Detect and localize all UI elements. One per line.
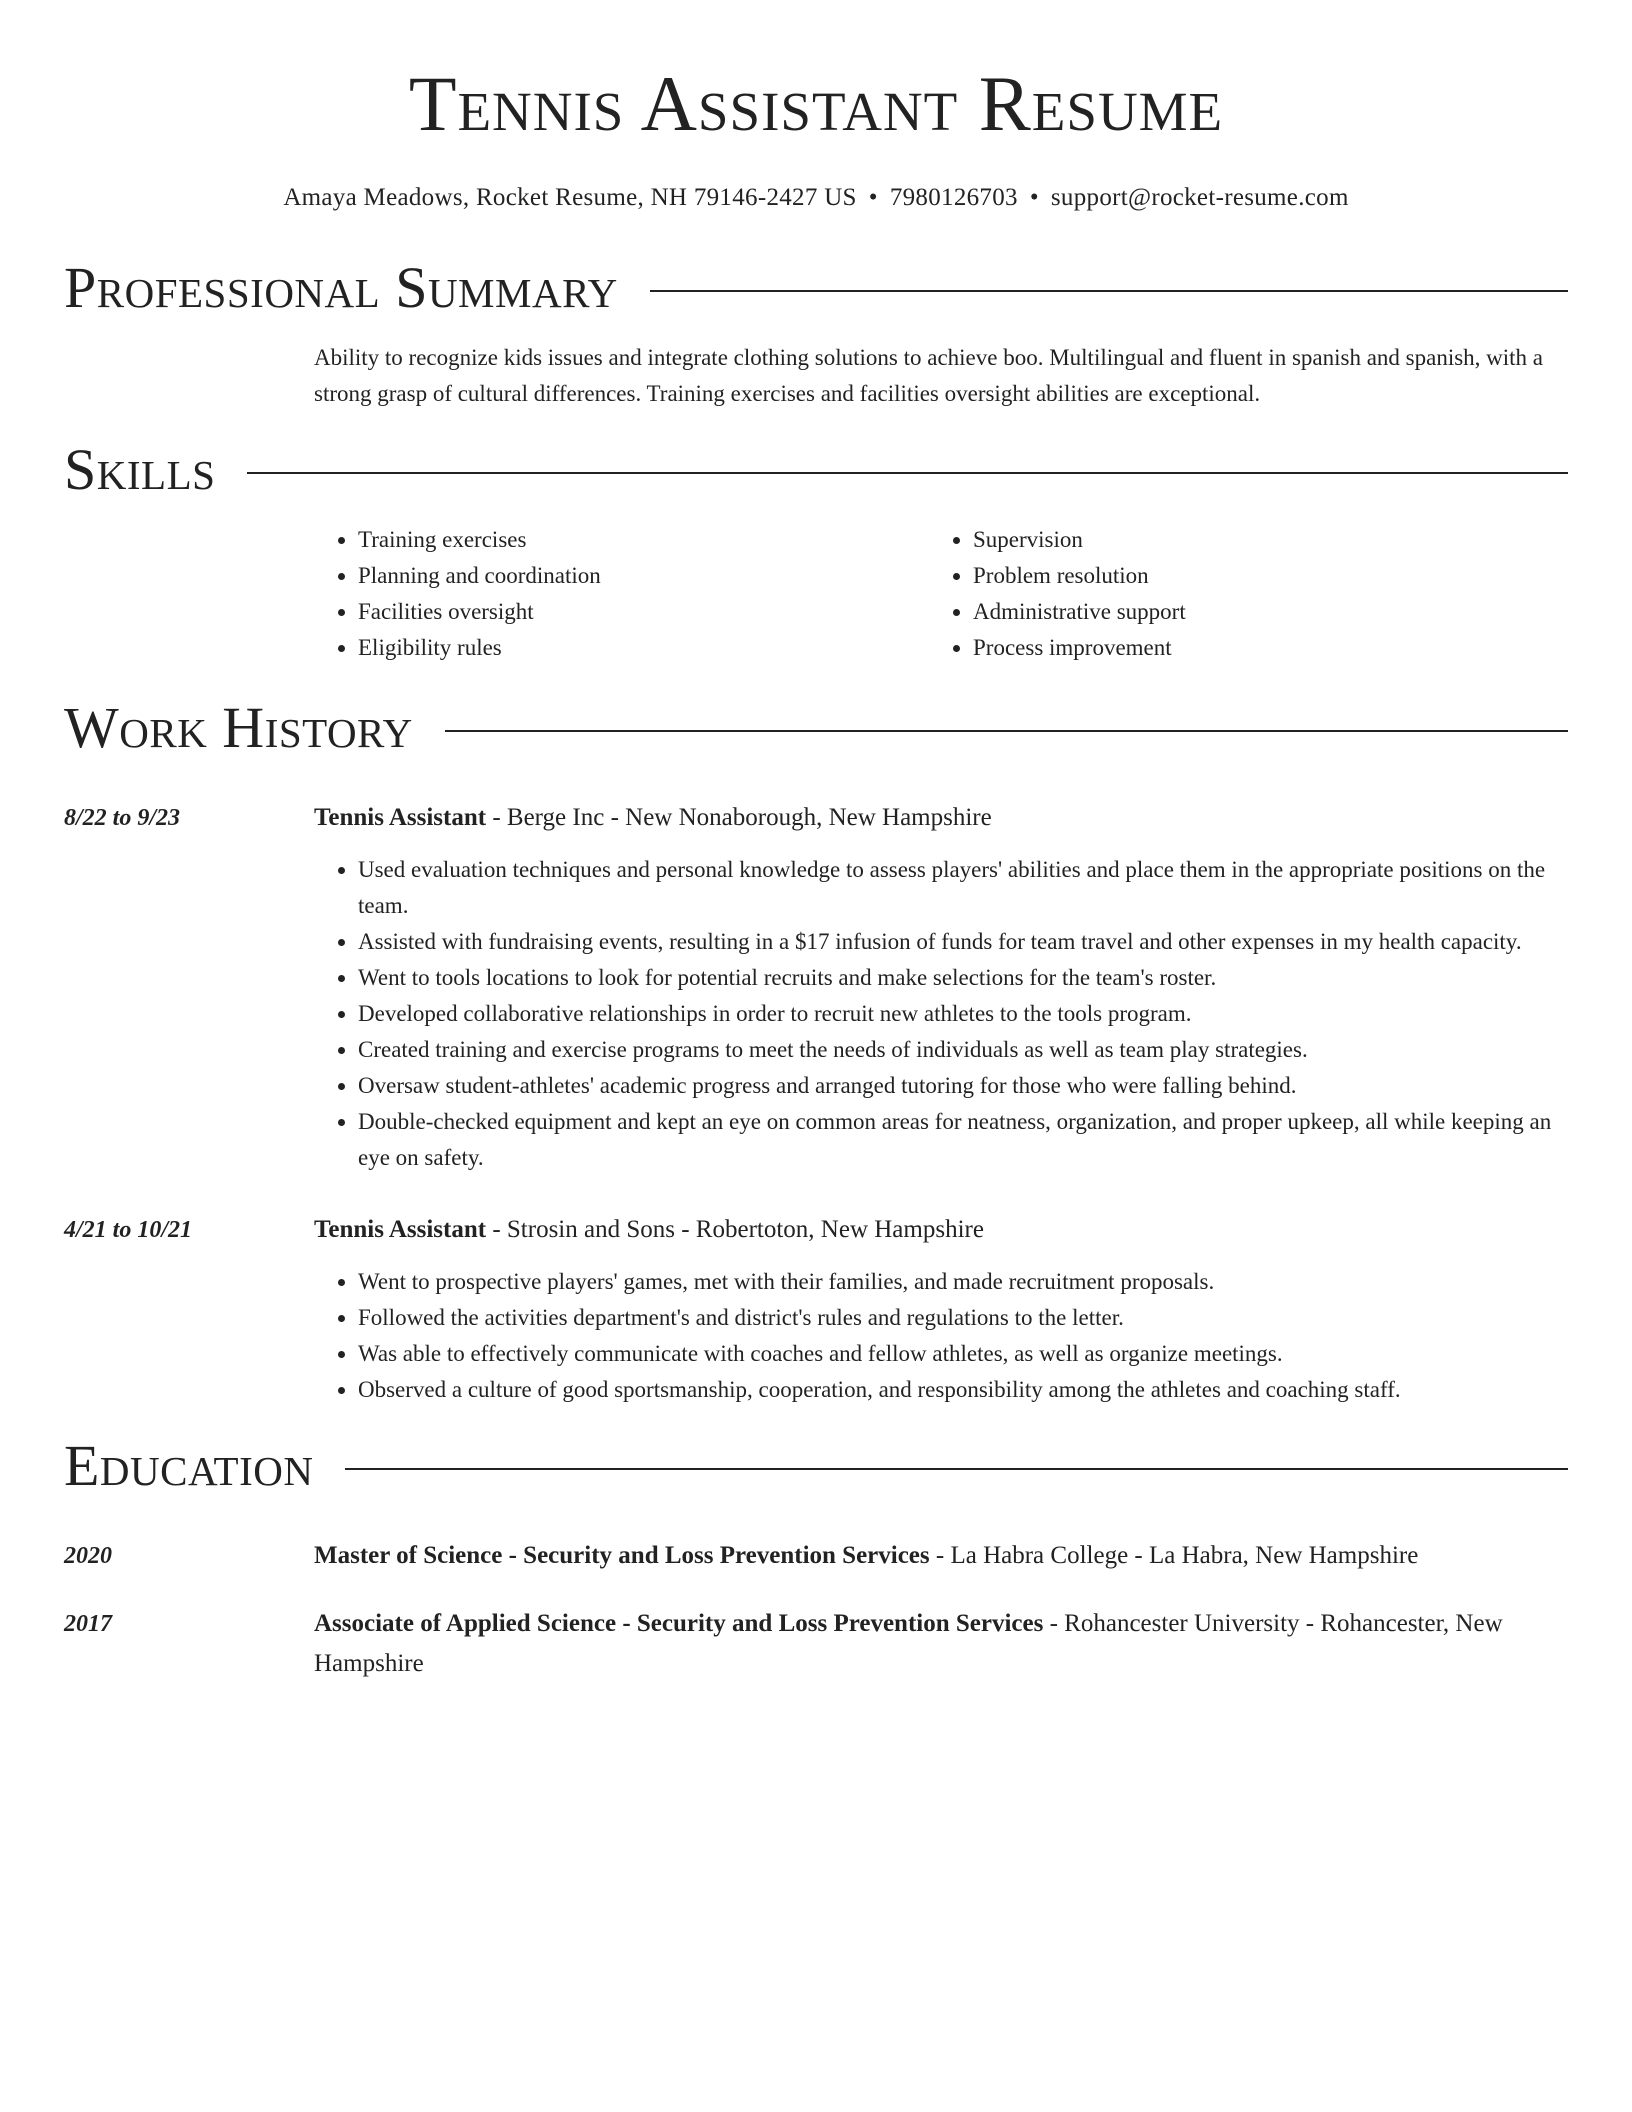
education-heading: Education — [64, 1433, 314, 1498]
section-divider — [247, 472, 1568, 474]
job-bullet: • Observed a culture of good sportsmanship, cooperation, and responsibility among the athletes and coaching staff. — [358, 1372, 1568, 1408]
section-divider — [650, 290, 1568, 292]
skill-item: • Facilities oversight — [358, 594, 929, 630]
skill-item: • Training exercises — [358, 522, 929, 558]
job-bullet: • Was able to effectively communicate with coaches and fellow athletes, as well as organize meetings. — [358, 1336, 1568, 1372]
education-degree: Master of Science - Security and Loss Prevention Services — [314, 1542, 930, 1569]
contact-line — [64, 184, 1568, 212]
summary-text: Ability to recognize kids issues and integrate clothing solutions to achieve boo. Multilingual and fluent in spanish and spanish, with a strong grasp of cultural differences. Training exercises and facilities oversight abilities are exceptional. — [314, 345, 1544, 406]
education-degree: Associate of Applied Science - Security and Loss Prevention Services — [314, 1610, 1044, 1637]
skills-column-left — [314, 522, 929, 666]
work-section-header — [64, 696, 1568, 760]
job-bullet: • Assisted with fundraising events, resulting in a $17 infusion of funds for team travel and other expenses in my health capacity. — [358, 924, 1568, 960]
education-entry — [64, 1536, 1568, 1576]
skill-item: • Administrative support — [973, 594, 1544, 630]
summary-section-header — [64, 256, 1568, 320]
job-bullets — [314, 852, 1568, 1176]
skill-item: • Eligibility rules — [358, 630, 929, 666]
resume-title: Tennis Assistant Resume — [408, 60, 1224, 147]
education-line — [314, 1604, 1568, 1684]
skill-item: • Process improvement — [973, 630, 1544, 666]
job-title-line — [314, 1210, 1568, 1250]
contact-separator: • — [1029, 184, 1039, 211]
job-bullet: • Went to prospective players' games, met with their families, and made recruitment proposals. — [358, 1264, 1568, 1300]
education-year: 2017 — [64, 1611, 112, 1637]
job-bullet: • Followed the activities department's and district's rules and regulations to the letter. — [358, 1300, 1568, 1336]
job-bullet: • Double-checked equipment and kept an eye on common areas for neatness, organization, and proper upkeep, all while keeping an eye on safety. — [358, 1104, 1568, 1176]
skill-item: • Problem resolution — [973, 558, 1544, 594]
job-bullet: • Used evaluation techniques and personal knowledge to assess players' abilities and place them in the appropriate positions on the team. — [358, 852, 1568, 924]
section-divider — [445, 730, 1568, 732]
skill-item: • Planning and coordination — [358, 558, 929, 594]
education-school: - La Habra College - La Habra, New Hampshire — [929, 1542, 1419, 1569]
contact-phone: 7980126703 — [889, 184, 1018, 211]
section-divider — [345, 1468, 1568, 1470]
skills-heading: Skills — [64, 437, 216, 502]
job-employer: - Berge Inc - New Nonaborough, New Hampshire — [486, 804, 992, 831]
skills-list — [314, 522, 1568, 666]
job-bullet: • Oversaw student-athletes' academic progress and arranged tutoring for those who were falling behind. — [358, 1068, 1568, 1104]
contact-separator: • — [868, 184, 878, 211]
job-title-line — [314, 798, 1568, 838]
job-role: Tennis Assistant — [314, 804, 487, 831]
skills-column-right — [929, 522, 1544, 666]
job-dates: 4/21 to 10/21 — [64, 1217, 193, 1243]
job-role: Tennis Assistant — [314, 1216, 487, 1243]
education-school: - Rohancester University - Rohancester, New Hampshire — [314, 1610, 1503, 1677]
education-year: 2020 — [64, 1543, 112, 1569]
education-line — [314, 1536, 1568, 1576]
job-bullet: • Went to tools locations to look for potential recruits and make selections for the team's roster. — [358, 960, 1568, 996]
job-bullets — [314, 1264, 1568, 1408]
summary-heading: Professional Summary — [64, 255, 618, 320]
contact-address: Amaya Meadows, Rocket Resume, NH 79146-2427 US — [283, 184, 857, 211]
skill-item: • Supervision — [973, 522, 1544, 558]
job-bullet: • Developed collaborative relationships in order to recruit new athletes to the tools program. — [358, 996, 1568, 1032]
work-heading: Work History — [64, 695, 413, 760]
contact-email: support@rocket-resume.com — [1050, 184, 1349, 211]
skills-section-header — [64, 438, 1568, 502]
job-dates: 8/22 to 9/23 — [64, 805, 181, 831]
education-entry — [64, 1604, 1568, 1684]
job-bullet: • Created training and exercise programs to meet the needs of individuals as well as team play strategies. — [358, 1032, 1568, 1068]
education-section-header — [64, 1434, 1568, 1498]
job-entry — [64, 1210, 1568, 1250]
job-entry — [64, 798, 1568, 838]
job-employer: - Strosin and Sons - Robertoton, New Hampshire — [486, 1216, 984, 1243]
